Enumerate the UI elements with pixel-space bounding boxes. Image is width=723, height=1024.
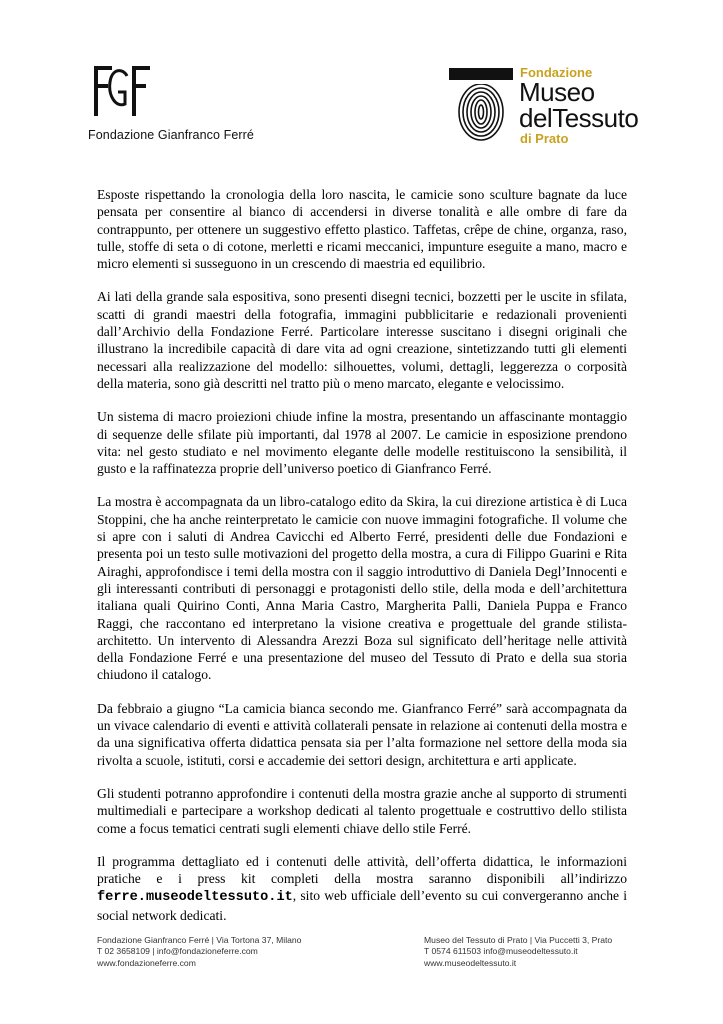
paragraph-1: Esposte rispettando la cronologia della loro nascita, le camicie sono sculture bagnate da luce pensata per consentire al bianco di accendersi in diverse tonalità e alle ombre di fare da contrappunto, per ottenere un suggestivo effetto plastico. Taffetas, crêpe de chine, organza, raso, tulle, stoffe di seta o di cotone, merletti e ricami meccanici, impunture eseguite a mano, macro e micro elementi si susseguono in un crescendo di maestria ed equilibrio. (97, 187, 627, 272)
footer-museo-phone-email[interactable]: T 0574 611503 info@museodeltessuto.it (424, 946, 578, 957)
fingerprint-t-icon (447, 66, 515, 156)
logo-museo-text: Museo (519, 77, 595, 107)
footer-ferre-phone-email[interactable]: T 02 3658109 | info@fondazioneferre.com (97, 946, 258, 957)
logo-del-text: del (519, 103, 553, 133)
footer-ferre-website[interactable]: www.fondazioneferre.com (97, 957, 196, 968)
paragraph-2: Ai lati della grande sala espositiva, sono presenti disegni tecnici, bozzetti per le uscite in sfilata, scatti di grandi maestri della fotografia, immagini pubblicitarie e redazionali provenienti dall’Archivio della Fondazione Ferré. Particolare interesse suscitano i disegni originali che illustrano la incredibile capacità di dare vita ad ogni creazione, sintetizzando tutti gli elementi necessari alla realizzazione del modello: silhouettes, volumi, dettagli, leggerezza o corposità della materia, sono già descritti nel tratto più o meno marcato, elegante e velocissimo. (97, 289, 627, 391)
museo-tessuto-logo (447, 66, 652, 158)
fondazione-ferre-logo (88, 62, 288, 152)
fondazione-ferre-caption: Fondazione Gianfranco Ferré (88, 128, 254, 142)
footer-ferre-address: Fondazione Gianfranco Ferré | Via Tortona 37, Milano (97, 935, 302, 945)
paragraph-3: Un sistema di macro proiezioni chiude infine la mostra, presentando un affascinante montaggio di sequenze delle sfilate più importanti, dal 1978 al 2007. Le camicie in esposizione prendono vita: nel gesto studiato e nel movimento elegante delle modelle restituiscono la sensibilità, il gusto e la raffinatezza proprie dell’universo poetico di Gianfranco Ferré. (97, 409, 627, 477)
logo-fondazione-text: Fondazione (520, 65, 593, 80)
paragraph-7-text-before: Il programma dettagliato ed i contenuti delle attività, dell’offerta didattica, le informazioni pratiche e i press kit completi della mostra saranno disponibili all’indirizzo (97, 853, 627, 887)
logo-tessuto-text: Tessuto (552, 103, 639, 133)
footer-museo-contacts (424, 935, 612, 969)
document-body (97, 186, 627, 940)
paragraph-7-text-after: , sito web ufficiale dell’evento su cui convergeranno anche i social network dedicati. (97, 888, 627, 923)
logo-deltessuto-text (519, 104, 638, 132)
paragraph-4: La mostra è accompagnata da un libro-catalogo edito da Skira, la cui direzione artistica è di Luca Stoppini, che ha anche reinterpretato le camicie con nuove immagini fotografiche. Il volume che si apre con i saluti di Andrea Cavicchi ed Alberto Ferré, presidenti delle due Fondazioni e presenta poi un testo sulle motivazioni del progetto della mostra, a cura di Filippo Guarini e Rita Airaghi, approfondisce i temi della mostra con il saggio introduttivo di Daniela Degl’Innocenti e gli interessanti contributi di personaggi e protagonisti dello stile, della moda e dell’architettura italiana quali Quirino Conti, Anna Maria Castro, Margherita Palli, Daniela Puppa e Franco Raggi, che raccontano ed interpretano la visione creativa e progettuale del grande stilista-architetto. Un intervento di Alessandra Arezzi Boza sul significato dell’heritage nelle attività della Fondazione Ferré e una presentazione del museo del Tessuto di Prato e della sua storia chiudono il catalogo. (97, 494, 627, 683)
website-link[interactable]: ferre.museodeltessuto.it (97, 890, 293, 906)
logo-diprato-text: di Prato (520, 131, 569, 146)
footer-ferre-contacts (97, 935, 301, 969)
paragraph-7 (97, 853, 627, 924)
footer-museo-website[interactable]: www.museodeltessuto.it (424, 957, 517, 968)
paragraph-5: Da febbraio a giugno “La camicia bianca secondo me. Gianfranco Ferré” sarà accompagnata da un vivace calendario di eventi e attività collaterali pensate in relazione ai contenuti della mostra e da una significativa offerta didattica pensata sia per l’alta formazione nel settore della moda sia rivolta a scuole, istituti, corsi e accademie dei settori design, architettura e arti applicate. (97, 700, 627, 768)
paragraph-6: Gli studenti potranno approfondire i contenuti della mostra grazie anche al supporto di strumenti multimediali e partecipare a workshop dedicati al talento progettuale e costruttivo dello stilista come a focus tematici centrati sugli elementi chiave dello stile Ferré. (97, 785, 627, 836)
fgf-monogram-icon (90, 62, 154, 120)
footer-museo-address: Museo del Tessuto di Prato | Via Puccetti 3, Prato (424, 935, 613, 945)
